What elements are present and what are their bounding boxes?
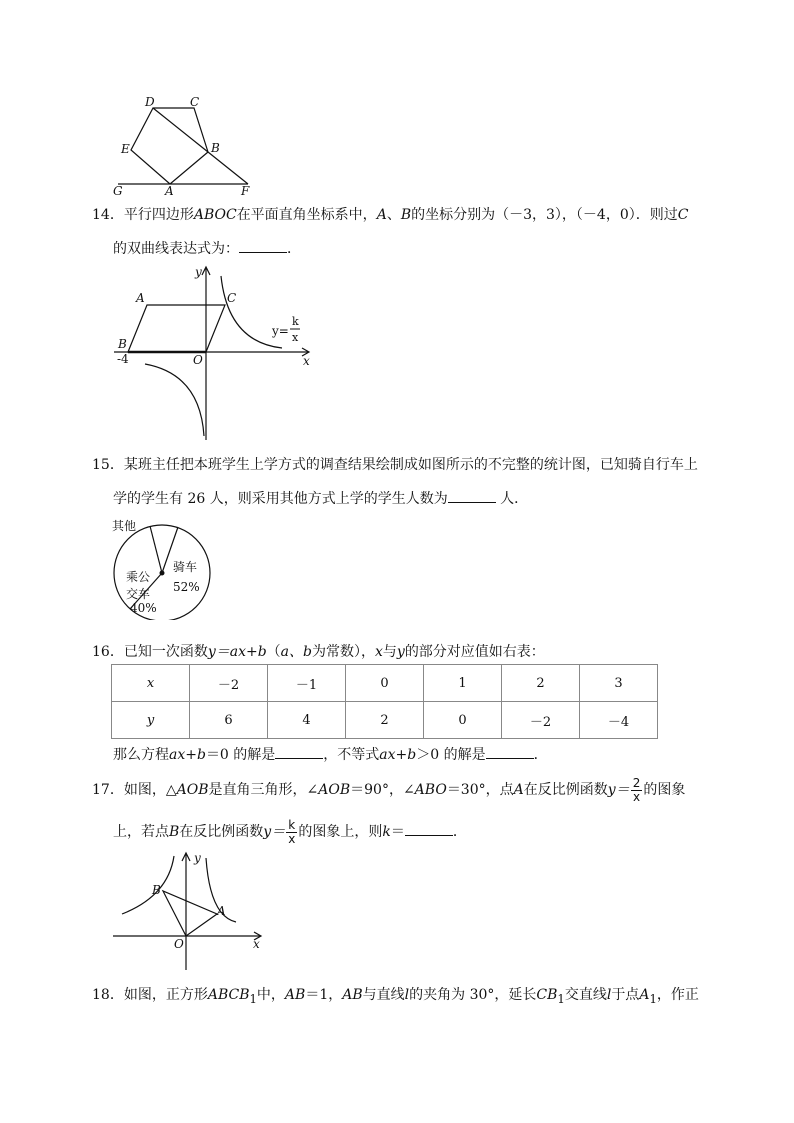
label-a: A [165,184,174,197]
table-cell: x [112,665,190,702]
label-c: C [227,291,237,305]
table-cell: 0 [346,665,424,702]
label-c: C [190,95,200,109]
table-cell: y [112,702,190,739]
curve-label-y: y= [272,324,289,338]
table-cell: －2 [502,702,580,739]
label-f: F [241,184,250,197]
label-a: A [136,291,145,305]
table-cell: －2 [190,665,268,702]
q14-figure [112,262,317,442]
slice-label-bike: 骑车 [173,560,198,574]
x-label: x [253,937,260,951]
triangle-aob [163,891,217,936]
q13-figure [108,92,268,197]
pentagon [131,108,208,184]
answer-blank[interactable] [486,744,534,759]
q17-line1: 17．如图，△AOB是直角三角形，∠AOB＝90°，∠ABO＝30°，点A在反比例函数y＝ $\frac{2}{x}$ 的图象 [92,775,686,804]
table-cell: 2 [502,665,580,702]
table-cell: 3 [580,665,658,702]
q14-line2: 的双曲线表达式为： ． [113,238,301,259]
label-b: B [118,337,127,351]
segment-bf [208,152,248,184]
table-cell: －1 [268,665,346,702]
y-label: y [194,851,201,865]
answer-blank[interactable] [239,238,287,253]
q15-line2: 学的学生有 26 人，则采用其他方式上学的学生人数为 人． [113,488,528,509]
label-b: B [152,883,161,897]
label-o: O [193,353,203,367]
table-cell: 6 [190,702,268,739]
answer-blank[interactable] [275,744,323,759]
q18-line1: 18．如图，正方形$ABCB_1$中，AB＝1，AB与直线l的夹角为 30°，延长$CB_1$交直线l于点$A_1$，作正 [92,987,699,1006]
y-label: y [195,265,202,279]
fraction: $\frac{2}{x}$ [632,775,641,804]
hyperbola-branch-2 [145,364,204,436]
answer-blank[interactable] [405,821,453,836]
slice-label-bus-2: 交车 [126,587,151,601]
q16-line2: 那么方程ax+b＝0 的解是 ，不等式ax+b＞0 的解是 ． [113,744,548,765]
answer-blank[interactable] [448,488,496,503]
curve-label-x: x [292,331,299,344]
table-row [112,702,658,739]
label-o: O [174,937,184,951]
label-neg4: -4 [117,352,129,366]
q16-line1: 16．已知一次函数y＝ax+b（a、b为常数），x与y的部分对应值如右表： [92,644,545,660]
label-g: G [113,184,123,197]
label-d: D [145,95,155,109]
q14-line1: 14．平行四边形ABOC在平面直角坐标系中，A、B的坐标分别为（－3，3），（－4，0）．则过C [92,207,689,223]
curve-label-k: k [292,315,299,328]
slice-label-bus-1: 乘公 [126,570,151,584]
q15-pie-chart [108,515,218,620]
parallelogram-aboc [128,305,225,352]
slice-value-bike: 52% [173,580,200,594]
value-table [111,664,658,739]
table-cell: 4 [268,702,346,739]
curve-k [122,856,174,914]
q17-figure [110,848,270,973]
table-cell: 0 [424,702,502,739]
table-cell: 1 [424,665,502,702]
label-e: E [121,142,130,156]
table-cell: 2 [346,702,424,739]
slice-label-other: 其他 [112,519,137,533]
fraction: $\frac{k}{x}$ [288,817,296,846]
q15-line1: 15．某班主任把本班学生上学方式的调查结果绘制成如图所示的不完整的统计图，已知骑自行车上 [92,457,698,473]
q17-line2: 上，若点B在反比例函数y＝ $\frac{k}{x}$ 的图象上，则k＝ ． [113,817,467,846]
pie-divider-1 [150,526,162,573]
segment-db [153,108,208,152]
label-b: B [211,141,220,155]
label-a: A [217,904,226,918]
table-cell: －4 [580,702,658,739]
slice-value-bus: 40% [130,601,157,615]
table-row [112,665,658,702]
x-label: x [303,354,310,368]
